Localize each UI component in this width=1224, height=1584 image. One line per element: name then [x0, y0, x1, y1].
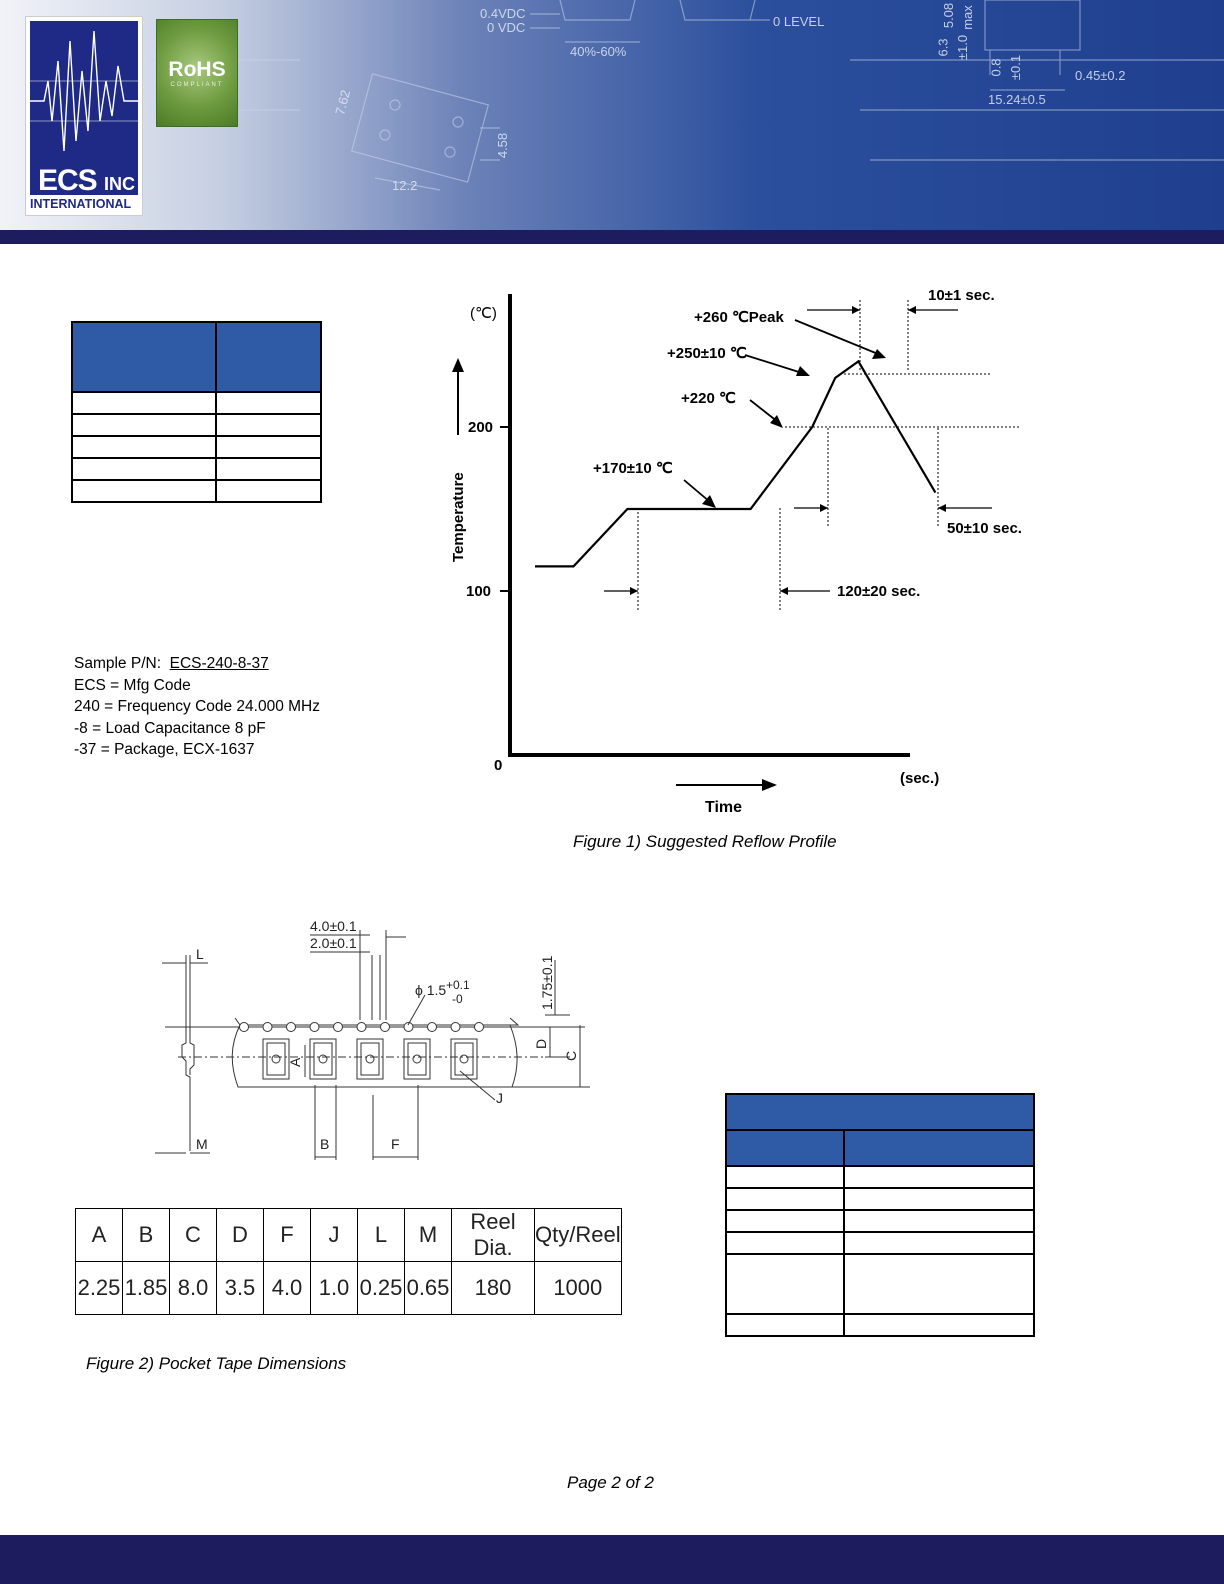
- figure2-caption: Figure 2) Pocket Tape Dimensions: [86, 1354, 347, 1373]
- tape-table-value: 180: [452, 1262, 535, 1315]
- right-table: [725, 1093, 1035, 1337]
- ytick-label: 200: [468, 419, 494, 436]
- table-cell: [726, 1166, 844, 1188]
- ytick-label: 0: [494, 757, 503, 774]
- pocket-hole: [319, 1055, 327, 1063]
- header-banner: [0, 0, 1224, 244]
- y-axis-label: Temperature: [450, 472, 467, 562]
- annotation-peak: +260 ℃Peak: [694, 309, 784, 326]
- table-cell: [726, 1254, 844, 1314]
- x-axis-label: Time: [705, 799, 743, 816]
- sample-value: ECS-240-8-37: [169, 655, 269, 672]
- header-divider-bar: [0, 230, 1224, 244]
- tape-table-header: Qty/Reel: [535, 1209, 622, 1262]
- sprocket-hole: [287, 1023, 296, 1032]
- waveform-icon: [30, 21, 138, 161]
- annotation-50sec: 50±10 sec.: [947, 520, 1022, 537]
- tape-pocket-inner: [455, 1043, 473, 1075]
- banner-label: 12.2: [392, 178, 418, 193]
- rohs-badge: [156, 19, 238, 127]
- leader-arrow-icon: [872, 349, 886, 359]
- tape-table-header: L: [358, 1209, 405, 1262]
- x-unit: (sec.): [900, 770, 940, 787]
- banner-label: 40%-60%: [570, 44, 627, 59]
- banner-label: 6.3: [935, 38, 951, 57]
- tape-table-value: 1000: [535, 1262, 622, 1315]
- tape-table-value: 3.5: [217, 1262, 264, 1315]
- table-cell: [72, 458, 216, 480]
- logo-text-ecs: ECS: [38, 164, 97, 197]
- sample-line: -37 = Package, ECX-1637: [74, 741, 255, 758]
- tape-table-value: 4.0: [264, 1262, 311, 1315]
- banner-label: 4.58: [495, 132, 511, 159]
- tape-dimension-table: [75, 1208, 622, 1315]
- tape-table-header: J: [311, 1209, 358, 1262]
- label-M: M: [196, 1136, 208, 1152]
- table-cell: [844, 1166, 1034, 1188]
- table-header-cell: [726, 1094, 1034, 1130]
- label-B: B: [320, 1136, 330, 1152]
- tape-table-header: A: [76, 1209, 123, 1262]
- table-cell: [216, 392, 321, 414]
- tape-table-header: D: [217, 1209, 264, 1262]
- reflow-profile-chart: [440, 280, 1060, 840]
- left-table: [71, 321, 322, 503]
- banner-label: 15.24±0.5: [988, 92, 1046, 107]
- table-cell: [726, 1314, 844, 1336]
- label-pitch: 4.0±0.1: [310, 918, 357, 934]
- label-edge: 1.75±0.1: [539, 955, 555, 1010]
- label-C: C: [563, 1050, 579, 1061]
- sprocket-hole: [240, 1023, 249, 1032]
- tape-table-header: F: [264, 1209, 311, 1262]
- table-cell: [844, 1314, 1034, 1336]
- tape-table-value: 1.85: [123, 1262, 170, 1315]
- sample-line: ECS = Mfg Code: [74, 676, 191, 694]
- table-header-cell: [216, 322, 321, 392]
- tape-table-header: M: [405, 1209, 452, 1262]
- tape-table-value: 0.25: [358, 1262, 405, 1315]
- table-header-cell: [844, 1130, 1034, 1166]
- annotation-120sec: 120±20 sec.: [837, 583, 921, 600]
- table-cell: [726, 1188, 844, 1210]
- label-hole-dia: ϕ 1.5: [415, 982, 447, 998]
- sprocket-hole: [357, 1023, 366, 1032]
- pocket-hole: [413, 1055, 421, 1063]
- right-arrow-icon: [762, 779, 777, 791]
- annotation-250: +250±10 ℃: [667, 345, 747, 362]
- tape-table-header: Reel Dia.: [452, 1209, 535, 1262]
- sprocket-hole: [334, 1023, 343, 1032]
- sample-line: -8 = Load Capacitance 8 pF: [74, 719, 266, 737]
- tape-pocket-inner: [314, 1043, 332, 1075]
- banner-label: 7.62: [332, 88, 354, 117]
- footer-bar: [0, 1535, 1224, 1584]
- table-cell: [216, 458, 321, 480]
- table-cell: [72, 480, 216, 502]
- banner-label: 5.08: [941, 2, 957, 29]
- tape-table-header: C: [170, 1209, 217, 1262]
- annotation-220: +220 ℃: [681, 390, 736, 407]
- sprocket-hole: [451, 1023, 460, 1032]
- banner-label: 0.4VDC: [480, 6, 526, 21]
- label-L: L: [196, 946, 204, 962]
- sprocket-hole: [381, 1023, 390, 1032]
- tape-table-value: 2.25: [76, 1262, 123, 1315]
- tape-table-value: 1.0: [311, 1262, 358, 1315]
- y-unit: (℃): [470, 305, 497, 322]
- rohs-title: RoHS: [168, 58, 226, 81]
- logo-text-international: INTERNATIONAL: [30, 197, 132, 211]
- sprocket-hole: [475, 1023, 484, 1032]
- rohs-subtitle: COMPLIANT: [170, 82, 224, 88]
- sample-line: 240 = Frequency Code 24.000 MHz: [74, 698, 320, 715]
- label-D: D: [533, 1038, 549, 1049]
- table-header-cell: [726, 1130, 844, 1166]
- tape-pocket-inner: [408, 1043, 426, 1075]
- banner-label: ±1.0: [955, 34, 971, 61]
- table-cell: [726, 1232, 844, 1254]
- banner-label: 0 VDC: [487, 20, 526, 35]
- sprocket-hole: [263, 1023, 272, 1032]
- banner-label: max: [959, 5, 975, 30]
- annotation-10sec: 10±1 sec.: [928, 287, 995, 304]
- annotation-170: +170±10 ℃: [593, 460, 673, 477]
- table-cell: [72, 414, 216, 436]
- tape-table-value: 0.65: [405, 1262, 452, 1315]
- table-header-cell: [72, 322, 216, 392]
- table-cell: [844, 1254, 1034, 1314]
- banner-label: ±0.1: [1008, 54, 1024, 81]
- table-cell: [216, 414, 321, 436]
- label-F: F: [391, 1136, 400, 1152]
- table-cell: [726, 1210, 844, 1232]
- table-cell: [216, 480, 321, 502]
- page-number: Page 2 of 2: [567, 1473, 654, 1492]
- pocket-tape-drawing: [150, 915, 600, 1165]
- logo-text-inc: INC: [104, 174, 136, 194]
- tape-pocket-inner: [361, 1043, 379, 1075]
- tape-pocket-inner: [267, 1043, 285, 1075]
- label-A: A: [287, 1057, 303, 1067]
- pocket-hole: [272, 1055, 280, 1063]
- up-arrow-icon: [452, 358, 464, 372]
- table-cell: [844, 1232, 1034, 1254]
- banner-label: 0 LEVEL: [773, 14, 825, 29]
- table-cell: [844, 1210, 1034, 1232]
- banner-label: 0.45±0.2: [1075, 68, 1126, 83]
- table-cell: [72, 436, 216, 458]
- sprocket-hole: [310, 1023, 319, 1032]
- label-half-pitch: 2.0±0.1: [310, 935, 357, 951]
- leader-arrow-icon: [796, 366, 810, 376]
- figure1-caption: Figure 1) Suggested Reflow Profile: [573, 832, 837, 851]
- table-cell: [72, 392, 216, 414]
- table-cell: [844, 1188, 1034, 1210]
- label-hole-tol-minus: -0: [452, 992, 463, 1006]
- table-cell: [216, 436, 321, 458]
- pocket-hole: [460, 1055, 468, 1063]
- tape-table-value: 8.0: [170, 1262, 217, 1315]
- label-hole-tol-plus: +0.1: [446, 978, 470, 992]
- ytick-label: 100: [466, 583, 492, 600]
- sample-part-number: [74, 653, 320, 761]
- sample-label: Sample P/N:: [74, 655, 162, 672]
- company-logo: [25, 16, 143, 216]
- label-J: J: [496, 1090, 503, 1106]
- tape-table-header: B: [123, 1209, 170, 1262]
- banner-label: 0.8: [988, 58, 1004, 77]
- pocket-hole: [366, 1055, 374, 1063]
- sprocket-hole: [428, 1023, 437, 1032]
